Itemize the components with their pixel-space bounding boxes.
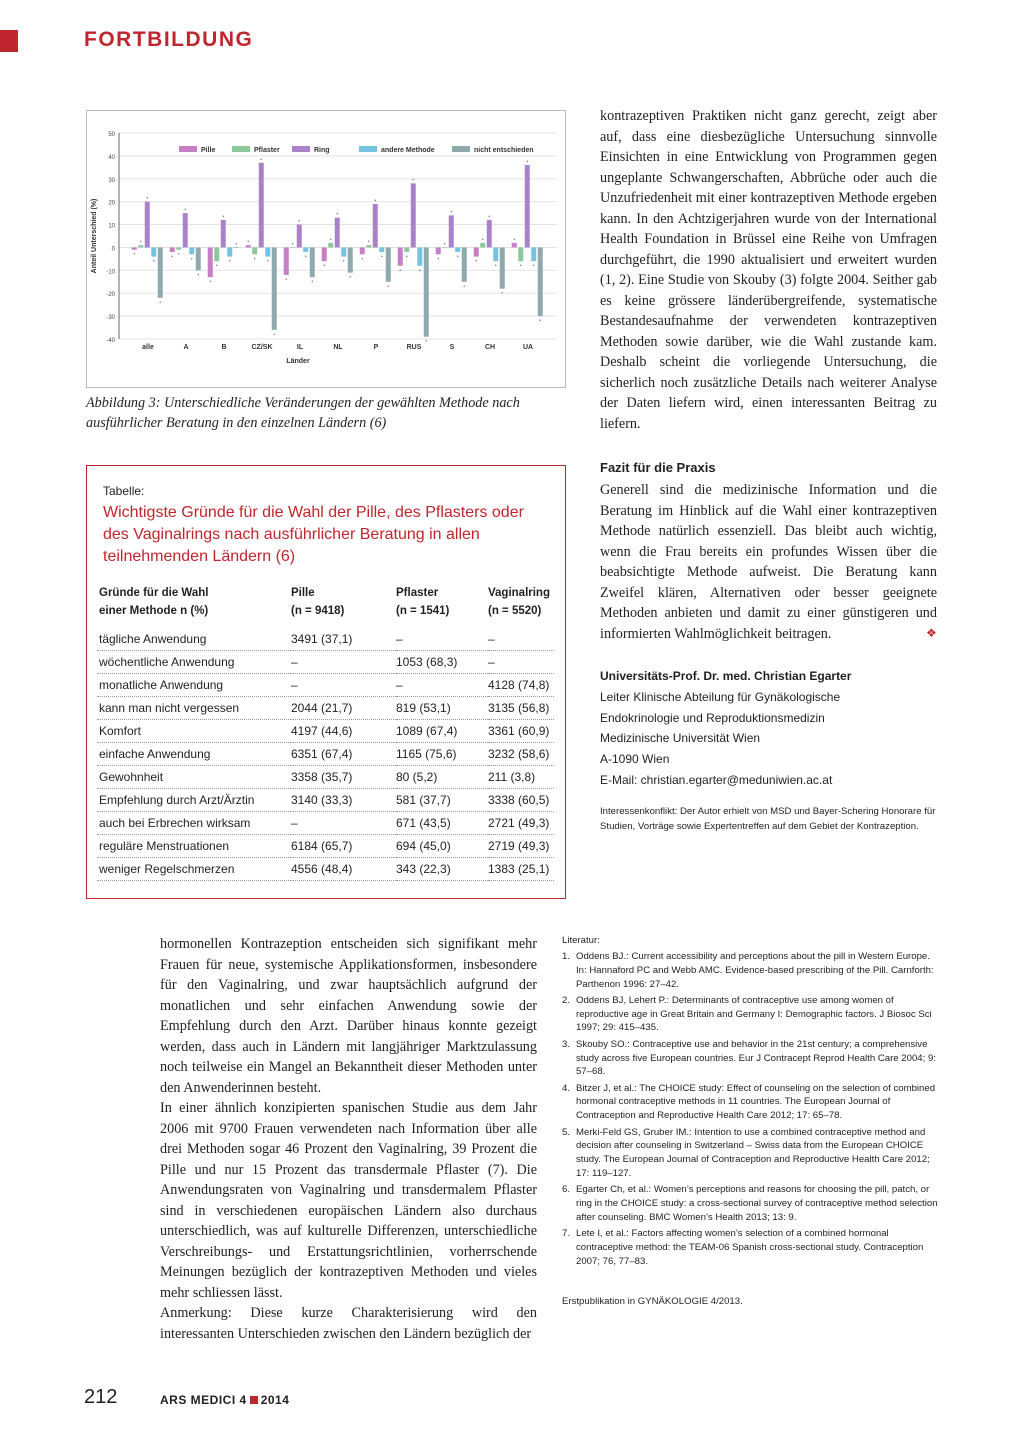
bar-marker: • [184, 207, 187, 214]
table-cell: 2044 (21,7) [291, 697, 396, 720]
bar-marker: • [260, 156, 263, 163]
figure-caption: Abbildung 3: Unterschiedliche Veränderungen der gewählten Methode nach ausführlicher Beratung in den einzelnen Ländern (6) [86, 395, 520, 431]
literature-item: 2. Oddens BJ, Lehert P.: Determinants of contraceptive use among women of reproductive age in Great Britain and Germany I: Demographic factors. J Biosoc Sci 1997; 29: 415–435. [562, 994, 932, 1034]
bar-marker: • [513, 236, 516, 243]
table-row [97, 697, 554, 720]
bar [379, 247, 384, 252]
bar-marker: • [374, 197, 377, 204]
table-cell: 4128 (74,8) [488, 674, 554, 697]
bar-marker: • [488, 213, 491, 220]
bar [196, 247, 201, 270]
y-tick-label: 50 [108, 132, 115, 138]
square-separator-icon [250, 1396, 258, 1404]
table-cell: 3135 (56,8) [488, 697, 554, 720]
literature-label: Literatur: [562, 935, 600, 946]
bar [512, 243, 517, 248]
figure-chart [86, 110, 566, 388]
paragraph: Anmerkung: Diese kurze Charakterisierung wird den interessanten Unterschieden zwischen den Ländern bezüglich der [160, 1305, 537, 1342]
bar-marker: • [190, 256, 193, 263]
bar [132, 247, 137, 249]
bar-marker: • [171, 254, 174, 261]
bar-marker: • [405, 254, 408, 261]
table-header-cell: Pille (n = 9418) [291, 587, 345, 617]
table-cell: – [396, 628, 488, 651]
bar-marker: • [247, 239, 250, 246]
legend-label: Pille [201, 147, 216, 154]
bar [480, 243, 485, 248]
paragraph: hormonellen Kontrazeption entscheiden sich signifikant mehr Frauen für neue, systemische Applikationsformen, insbesondere für den Vaginalring, und zwar hauptsächlich aufgrund der monatlichen und sehr einfachen Anwendung sowie der Empfehlung durch den Arzt. Darüber hinaus konnte gezeigt werden, dass auch in Ländern mit langjähriger Marktzulassung noch teilweise ein Mangel an Bekanntheit dieser Methoden unter den Anwenderinnen besteht. [160, 936, 537, 1096]
praxis-text: Generell sind die medizinische Information und die Beratung im Hinblick auf die Wahl einer kontrazeptiven Methode natürlich essenziell. Das bleibt auch wichtig, wenn die Frau bereits ein profundes Wissen über die beabsichtigte Methode aufweist. Die Beratung kann Zweifel klären, Alternativen oder besser geeignete Methoden anbieten und damit zu einer günstigeren und informierten Wahlmöglichkeit beitragen. [600, 482, 937, 642]
bar-marker: • [266, 258, 269, 265]
bar [462, 247, 467, 281]
end-mark-icon: ❖ [926, 626, 937, 640]
literature-list [562, 950, 938, 1271]
bar-marker: • [336, 211, 339, 218]
bar [531, 247, 536, 261]
bar [246, 245, 251, 247]
table-cell: 1165 (75,6) [396, 743, 488, 766]
bar [272, 247, 277, 329]
table-cell: monatliche Anwendung [97, 674, 291, 697]
bar-marker: • [133, 251, 136, 258]
bar-marker: • [177, 251, 180, 258]
literature-item: 6. Egarter Ch, et al.: Women’s perceptions and reasons for choosing the pill, patch, or ring in the CHOICE study: a cross-sectional survey of contraceptive method selection after counseling. BMC Women’s Health 2013; 13: 9. [562, 1184, 938, 1223]
bar [436, 247, 441, 254]
bar-marker: • [463, 283, 466, 290]
bar-marker: • [139, 239, 142, 246]
author-line: Leiter Klinische Abteilung für Gynäkologische [600, 689, 841, 704]
bar [214, 247, 219, 261]
bar [284, 247, 289, 274]
bar [404, 247, 409, 252]
bar-marker: • [443, 241, 446, 248]
bar [373, 204, 378, 247]
table-row [97, 674, 554, 697]
legend-swatch [232, 146, 250, 152]
table-cell: tägliche Anwendung [97, 628, 291, 651]
bar [455, 247, 460, 252]
paragraph: In einer ähnlich konzipierten spanischen Studie aus dem Jahr 2006 mit 9700 Frauen verwendeten nach Information über alle drei Methoden sogar 46 Prozent den Vaginalring, 39 Prozent die Pille und nur 15 Prozent das transdermale Pflaster (7). Die Anwendungsraten von Vaginalring und transdermalem Pflaster sind in verschiedenen europäischen Ländern also durchaus unterschiedlich, was auf kulturelle Differenzen, unterschiedliche Verschreibungs- und Erstattungsrichtlinien, vorherrschende Meinungen bezüglich der kontrazeptiven Methoden und vieles mehr schliessen lässt. [160, 1100, 537, 1301]
bar [138, 245, 143, 247]
bar-marker: • [475, 258, 478, 265]
table-header-row [97, 584, 554, 628]
table-header-cell: Gründe für die Wahl einer Methode n (%) [99, 587, 209, 617]
x-tick-label: CZ/SK [251, 344, 273, 351]
literature-item: 1. Oddens BJ.: Current accessibility and perceptions about the pill in Western Europe. In: Hannaford PC and Webb AMC. Evidence-based prescribing of the Pill. Carnforth: Parthenon 1996: 27–42. [562, 951, 934, 990]
bar [525, 165, 530, 247]
bar [474, 247, 479, 256]
table-cell: 3140 (33,3) [291, 789, 396, 812]
x-tick-label: IL [296, 344, 304, 351]
table-title: Wichtigste Gründe für die Wahl der Pille, des Pflasters oder des Vaginalrings nach ausführlicher Beratung in allen teilnehmenden Ländern (6) [103, 504, 524, 565]
x-tick-label: P [373, 344, 379, 351]
x-tick-label: alle [142, 344, 154, 351]
table-cell: 2721 (49,3) [488, 812, 554, 835]
bar [449, 215, 454, 247]
bar-marker: • [235, 241, 238, 248]
table-row [97, 651, 554, 674]
legend-label: andere Methode [381, 147, 435, 154]
table-cell: wöchentliche Anwendung [97, 651, 291, 674]
table-box [86, 465, 566, 899]
bar-marker: • [273, 331, 276, 338]
legend-swatch [292, 146, 310, 152]
author-email[interactable]: E-Mail: christian.egarter@meduniwien.ac.at [600, 772, 833, 787]
x-tick-label: UA [522, 344, 534, 351]
bar-marker: • [304, 254, 307, 261]
conflict-of-interest: Interessenkonflikt: Der Autor erhielt von MSD und Bayer-Schering Honorare für Studien, Vorträge sowie Expertentreffen auf dem Gebiet der Kontrazeption. [600, 806, 936, 832]
table-cell: auch bei Erbrechen wirksam [97, 812, 291, 835]
table-cell: 1383 (25,1) [488, 858, 554, 881]
table-cell: – [488, 651, 554, 674]
journal-year: 2014 [260, 1393, 290, 1407]
table-cell: – [291, 651, 396, 674]
legend-label: Pflaster [254, 147, 280, 154]
table-cell: – [488, 628, 554, 651]
table-cell: 581 (37,7) [396, 789, 488, 812]
bar [303, 247, 308, 252]
bar [176, 247, 181, 249]
bar-marker: • [159, 299, 162, 306]
legend-label: nicht entschieden [474, 147, 534, 154]
bar [158, 247, 163, 297]
bar-marker: • [342, 258, 345, 265]
bar [500, 247, 505, 288]
table-cell: 3361 (60,9) [488, 720, 554, 743]
legend-swatch [452, 146, 470, 152]
bar-marker: • [215, 263, 218, 270]
table-row [97, 858, 554, 881]
table-cell: reguläre Menstruationen [97, 835, 291, 858]
bar [252, 247, 257, 254]
table-row [97, 789, 554, 812]
bar [386, 247, 391, 281]
bar [208, 247, 213, 277]
table-cell: 1053 (68,3) [396, 651, 488, 674]
table-cell: – [396, 674, 488, 697]
y-tick-label: 40 [108, 154, 115, 161]
table-cell: 4197 (44,6) [291, 720, 396, 743]
table-cell: 2719 (49,3) [488, 835, 554, 858]
literature-item: 4. Bitzer J, et al.: The CHOICE study: Effect of counseling on the selection of combined hormonal contraceptive methods in 11 countries. The European Journal of Contraception and Reproductive Health Care 2012; 17: 65–78. [562, 1082, 936, 1122]
table-cell: 6184 (65,7) [291, 835, 396, 858]
data-table [97, 584, 554, 881]
bar [360, 247, 365, 254]
praxis-heading: Fazit für die Praxis [600, 460, 716, 475]
bar-marker: • [539, 318, 542, 325]
bar-marker: • [380, 254, 383, 261]
bar [145, 202, 150, 248]
bar [265, 247, 270, 256]
y-tick-label: -10 [106, 269, 115, 276]
author-block [600, 666, 940, 791]
bar-marker: • [209, 279, 212, 286]
body-text-right-top: kontrazeptiven Praktiken nicht ganz gerecht, zeigt aber auf, dass eine diesbezügliche Untersuchung sinnvolle Einsichten in eine Entwicklung von Programmen gegen ungeplante Schwangerschaften, Abbrüche oder auch die Unzufriedenheit mit einer kontrazeptiven Methode ergeben kann. In den Achtzigerjahren wurde von der International Health Foundation in Brüssel eine Reihe von Umfragen durchgeführt, die 1990 aktualisiert und erweitert wurden (1, 2). Eine Studie von Skouby (3) folgte 2004. Seither gab es keine grössere länderübergreifende, systematische Bestandesaufnahme der verwendeten kontrazeptiven Methoden sowie darüber, wie die Wahl zustande kam. Deshalb scheint die vorliegende Untersuchung, die sicherlich noch zusätzliche Details nach weiterer Analyse der Daten liefern wird, einen interessanten Beitrag zu liefern. [600, 108, 937, 432]
legend-label: Ring [314, 147, 330, 154]
y-tick-label: -40 [106, 338, 115, 344]
bar [183, 213, 188, 247]
x-tick-label: A [183, 344, 189, 351]
table-cell: 819 (53,1) [396, 697, 488, 720]
bar-marker: • [481, 236, 484, 243]
literature-item: 3. Skouby SO.: Contraceptive use and behavior in the 21st century; a comprehensive study across five European countries. Eur J Contracept Reprod Health Care 2004; 9: 57–68. [562, 1038, 936, 1078]
table-cell: 671 (43,5) [396, 812, 488, 835]
table-cell: – [291, 812, 396, 835]
bar-marker: • [425, 338, 428, 345]
bar [310, 247, 315, 277]
y-tick-label: -20 [106, 292, 115, 299]
author-line: A-1090 Wien [600, 752, 670, 767]
bar [398, 247, 403, 265]
bar [170, 247, 175, 252]
table-row [97, 766, 554, 789]
table-cell: 1089 (67,4) [396, 720, 488, 743]
y-tick-label: 10 [108, 223, 115, 230]
table-row [97, 628, 554, 651]
bar-marker: • [253, 256, 256, 263]
table-cell: – [291, 674, 396, 697]
bar-marker: • [329, 236, 332, 243]
table-cell: einfache Anwendung [97, 743, 291, 766]
x-tick-label: RUS [406, 344, 422, 351]
table-cell: kann man nicht vergessen [97, 697, 291, 720]
bar [227, 247, 232, 256]
table-cell: Gewohnheit [97, 766, 291, 789]
bar-marker: • [291, 241, 294, 248]
bar-marker: • [285, 276, 288, 283]
table-cell: 3358 (35,7) [291, 766, 396, 789]
table-cell: 694 (45,0) [396, 835, 488, 858]
bar [189, 247, 194, 254]
table-row [97, 812, 554, 835]
bar-marker: • [456, 254, 459, 261]
table-cell: Empfehlung durch Arzt/Ärztin [97, 789, 291, 812]
section-title: FORTBILDUNG [84, 28, 254, 51]
bar [538, 247, 543, 316]
bar-marker: • [526, 159, 529, 166]
bar-marker: • [418, 267, 421, 274]
table-row [97, 835, 554, 858]
author-line: Medizinische Universität Wien [600, 731, 761, 746]
table-label: Tabelle: [103, 484, 145, 498]
journal-name: ARS MEDICI 4 [160, 1393, 247, 1407]
bar-marker: • [222, 213, 225, 220]
bar [366, 245, 371, 247]
table-header-cell: Vaginalring (n = 5520) [488, 587, 550, 617]
table-header-cell: Pflaster (n = 1541) [396, 587, 450, 617]
bar-marker: • [298, 218, 301, 225]
y-tick-label: 0 [111, 246, 115, 253]
author-name: Universitäts-Prof. Dr. med. Christian Egarter [600, 669, 852, 683]
table-cell: 211 (3,8) [488, 766, 554, 789]
table-cell: 6351 (67,4) [291, 743, 396, 766]
table-cell: 80 (5,2) [396, 766, 488, 789]
y-tick-label: 20 [108, 200, 115, 207]
table-cell: 4556 (48,4) [291, 858, 396, 881]
bar [518, 247, 523, 261]
bar [442, 247, 447, 248]
bar-marker: • [532, 263, 535, 270]
page-number: 212 [84, 1386, 118, 1408]
bar-marker: • [152, 258, 155, 265]
bar [348, 247, 353, 272]
x-tick-label: CH [484, 344, 496, 351]
body-text-left-bottom [160, 934, 537, 1344]
bar [322, 247, 327, 261]
bar-marker: • [399, 267, 402, 274]
first-publication-note: Erstpublikation in GYNÄKOLOGIE 4/2013. [562, 1296, 743, 1307]
bar-marker: • [501, 290, 504, 297]
bar-marker: • [228, 258, 231, 265]
x-axis-label: Länder [286, 358, 310, 365]
bar [151, 247, 156, 256]
bar-marker: • [146, 195, 149, 202]
bar [221, 220, 226, 247]
table-cell: 3491 (37,1) [291, 628, 396, 651]
bar-marker: • [519, 263, 522, 270]
bar [493, 247, 498, 261]
bar [424, 247, 429, 336]
journal-footer [160, 1393, 289, 1407]
bar-marker: • [361, 256, 364, 263]
bar-chart [87, 111, 565, 387]
table-row [97, 743, 554, 766]
bar-marker: • [450, 209, 453, 216]
bar [297, 225, 302, 248]
literature-item: 7. Lete I, et al.: Factors affecting women’s selection of a combined hormonal contraceptive method: the TEAM-06 Spanish cross-sectional study. Contraception 2007; 76, 77–83. [562, 1228, 924, 1267]
table-cell: 3338 (60,5) [488, 789, 554, 812]
x-tick-label: S [449, 344, 455, 351]
bar-marker: • [367, 239, 370, 246]
bar [234, 247, 239, 248]
bar [259, 163, 264, 248]
section-color-mark [0, 30, 18, 52]
bar [411, 183, 416, 247]
bar [341, 247, 346, 256]
bar-marker: • [494, 263, 497, 270]
bar-marker: • [197, 272, 200, 279]
bar-marker: • [323, 263, 326, 270]
x-tick-label: B [221, 344, 227, 351]
table-body [97, 628, 554, 881]
x-tick-label: NL [333, 344, 343, 351]
bar-marker: • [437, 256, 440, 263]
table-cell: weniger Regelschmerzen [97, 858, 291, 881]
bar [290, 247, 295, 248]
bar-marker: • [349, 274, 352, 281]
table-row [97, 720, 554, 743]
bar [487, 220, 492, 247]
literature-item: 5. Merki-Feld GS, Gruber IM.: Intention to use a combined contraceptive method and decision after counseling in Switzerland – Swiss data from the European CHOICE study. The European Journal of Contraception and Reproductive Health Care 2012; 17: 119–127. [562, 1126, 930, 1179]
bar [335, 218, 340, 248]
y-axis-label: Anteil Unterschied (%) [91, 198, 98, 274]
bar-marker: • [387, 283, 390, 290]
author-line: Endokrinologie und Reproduktionsmedizin [600, 710, 825, 725]
legend-swatch [179, 146, 197, 152]
y-tick-label: -30 [106, 315, 115, 322]
legend-swatch [359, 146, 377, 152]
bar-marker: • [311, 279, 314, 286]
bar-marker: • [412, 177, 415, 184]
table-cell: 3232 (58,6) [488, 743, 554, 766]
table-cell: 343 (22,3) [396, 858, 488, 881]
bar [328, 243, 333, 248]
y-tick-label: 30 [108, 177, 115, 184]
table-cell: Komfort [97, 720, 291, 743]
bar [417, 247, 422, 265]
